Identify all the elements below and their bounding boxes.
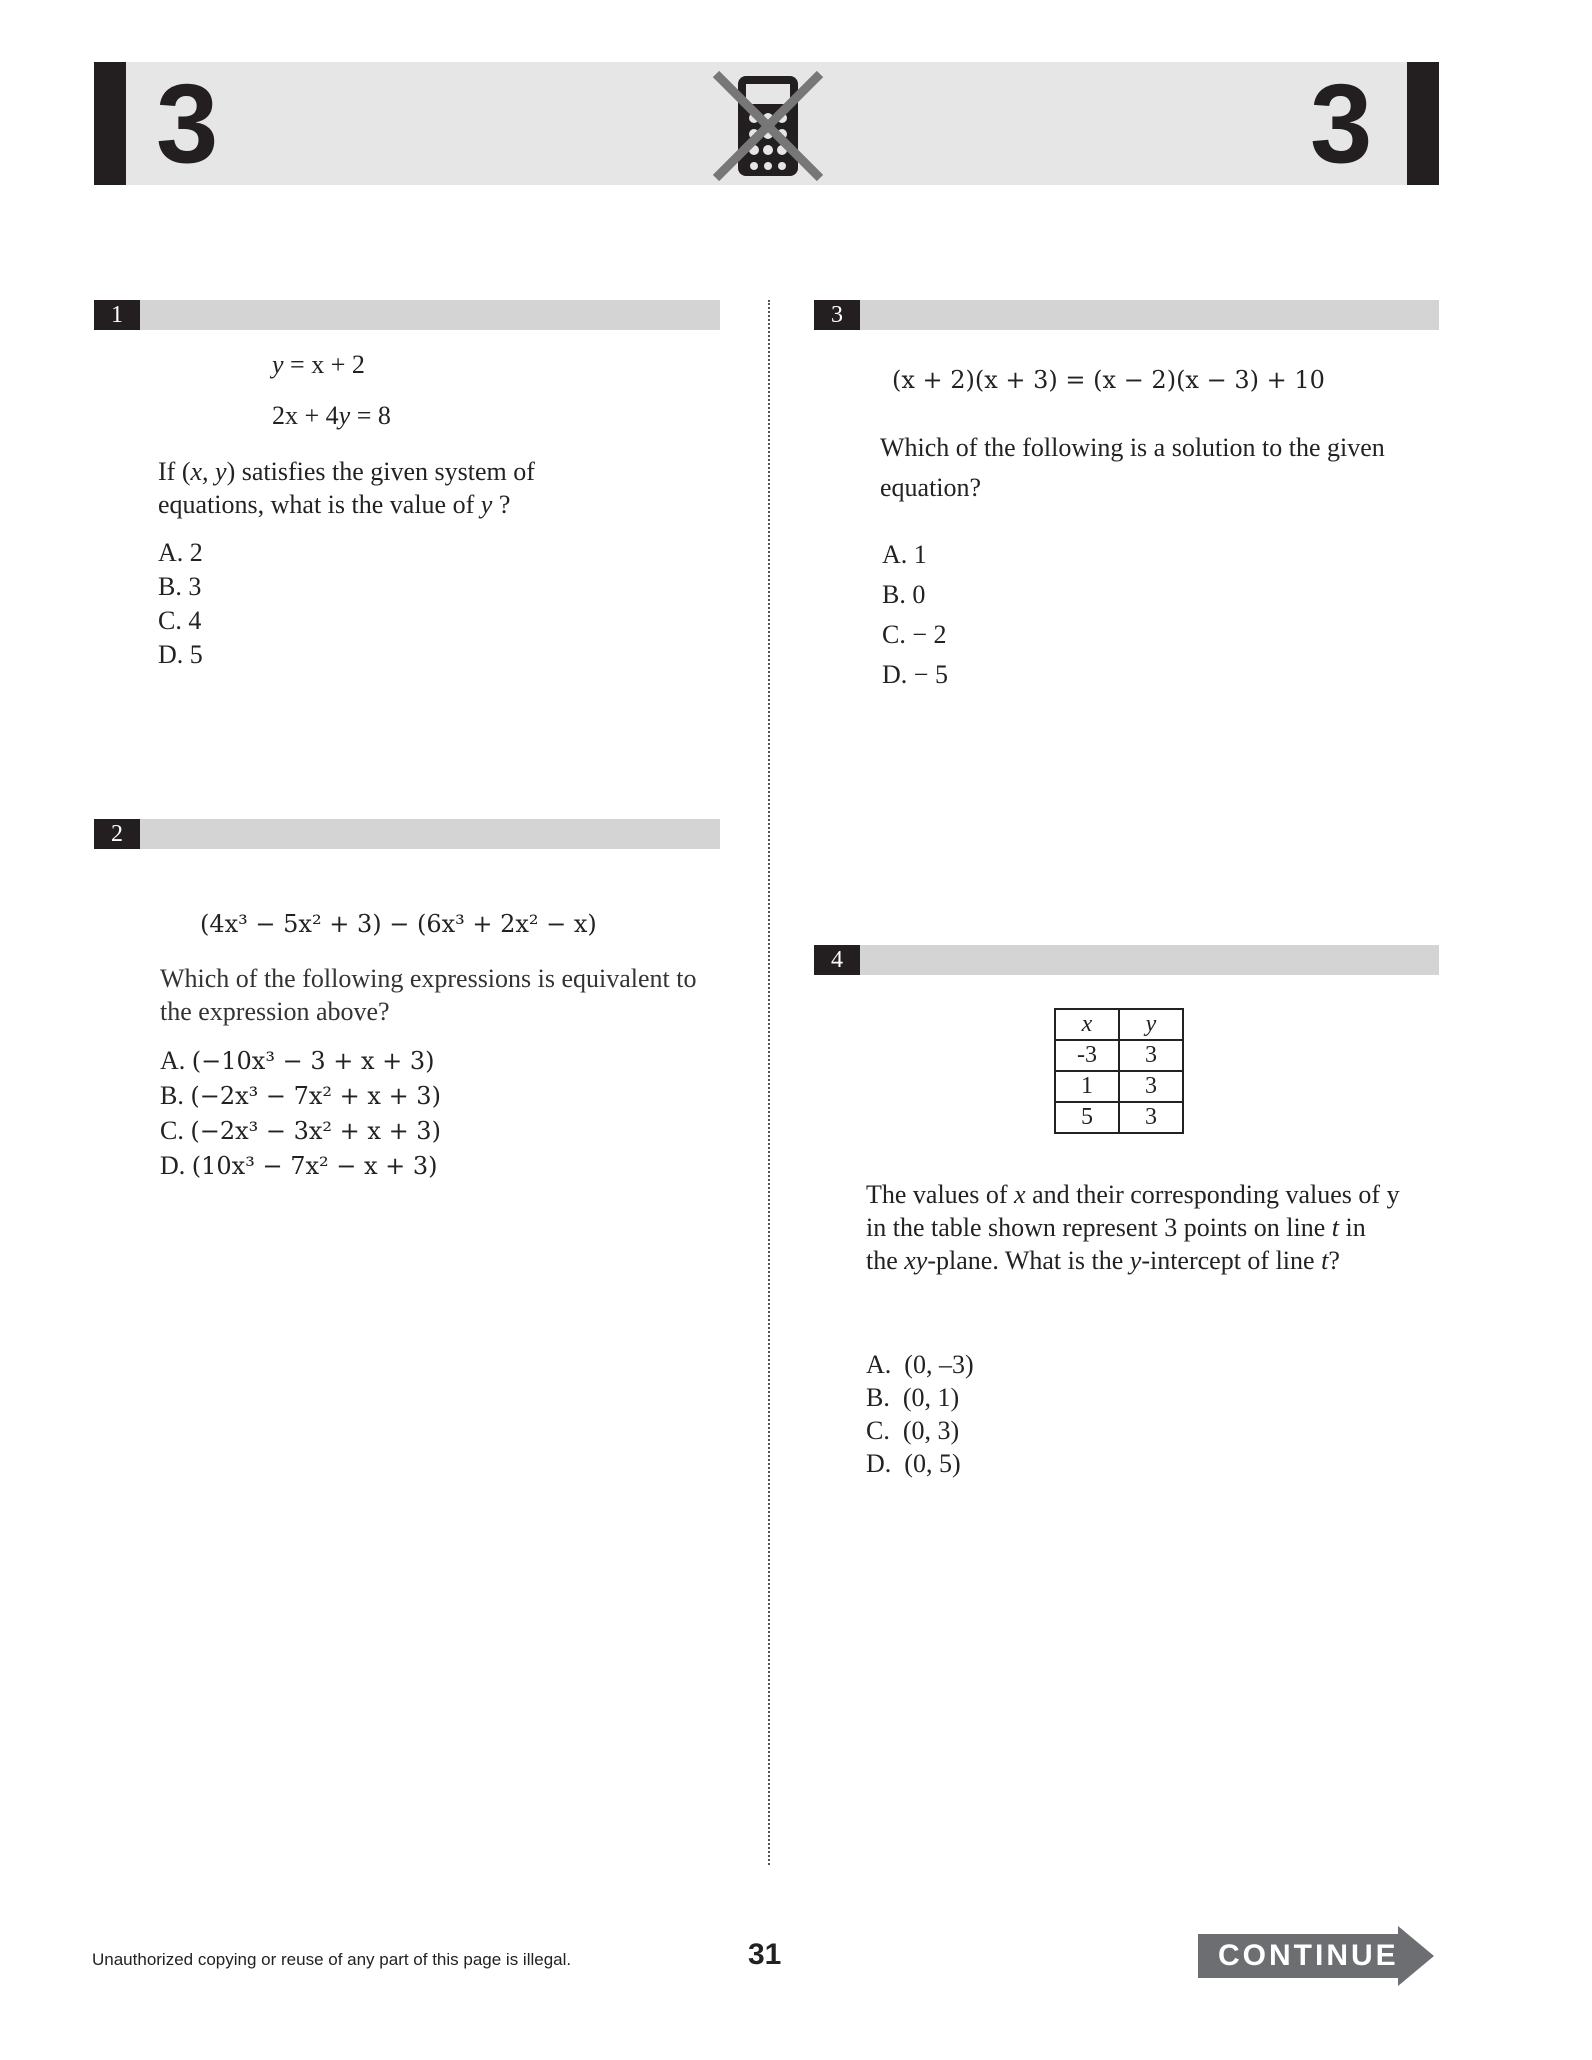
section-number-right: 3: [1310, 61, 1373, 186]
continue-label: CONTINUE: [1218, 1939, 1399, 1972]
prompt-text: -intercept of line: [1141, 1246, 1322, 1275]
table-cell: 5: [1055, 1102, 1119, 1133]
xy-values-table: [1054, 1008, 1184, 1134]
prompt-variable: y: [1129, 1246, 1142, 1275]
table-header-y: y: [1119, 1009, 1183, 1040]
choice-value: 4: [188, 606, 202, 635]
equation-2-lhs: 2x + 4: [272, 401, 339, 430]
choice-value: (−2x³ − 3x² + x + 3): [190, 1117, 441, 1145]
choice-letter: D.: [160, 1151, 186, 1180]
question-3-header-bar: [814, 300, 1439, 330]
choice-value: (0, 1): [902, 1383, 960, 1412]
prompt-text: -plane. What is the: [927, 1246, 1130, 1275]
choice-value: (0, –3): [904, 1350, 974, 1379]
table-cell: 1: [1055, 1071, 1119, 1102]
choice-letter: D.: [882, 660, 908, 689]
choice-letter: A.: [882, 540, 908, 569]
prompt-text: ) satisfies the given system of equations, what is the value of: [158, 457, 535, 519]
question-1-choice-b[interactable]: [158, 572, 201, 602]
choice-value: (10x³ − 7x² − x + 3): [191, 1152, 438, 1180]
prompt-text: The values of: [866, 1180, 1015, 1209]
choice-letter: C.: [866, 1416, 890, 1445]
question-1-choice-d[interactable]: [158, 640, 203, 670]
question-4-choice-d[interactable]: [866, 1449, 961, 1479]
prompt-variables: x, y: [190, 457, 227, 486]
table-row: [1055, 1102, 1183, 1133]
question-3-choice-b[interactable]: [882, 580, 925, 610]
header-bar-left: [94, 62, 126, 185]
choice-letter: C.: [882, 620, 906, 649]
question-2-prompt: Which of the following expressions is equivalent to the expression above?: [160, 964, 697, 1026]
choice-letter: B.: [882, 580, 906, 609]
table-row: [1055, 1040, 1183, 1071]
question-2-choice-d[interactable]: [160, 1151, 438, 1181]
choice-value: − 2: [912, 620, 947, 649]
section-number-left: 3: [156, 61, 219, 186]
choice-letter: C.: [160, 1116, 184, 1145]
question-4-choice-b[interactable]: [866, 1383, 959, 1413]
choice-letter: A.: [866, 1350, 892, 1379]
copyright-notice: Unauthorized copying or reuse of any part of this page is illegal.: [92, 1950, 572, 1969]
table-header-x: x: [1055, 1009, 1119, 1040]
prompt-text: ?: [492, 490, 511, 519]
question-3-equation: (x + 2)(x + 3) = (x − 2)(x − 3) + 10: [892, 366, 1325, 394]
choice-value: − 5: [913, 660, 948, 689]
choice-value: 1: [913, 540, 927, 569]
question-3-number: 3: [814, 300, 860, 330]
question-1-equation-1: [272, 350, 365, 380]
table-cell: 3: [1119, 1071, 1183, 1102]
table-cell: -3: [1055, 1040, 1119, 1071]
question-3-choice-a[interactable]: [882, 540, 927, 570]
question-1-choice-c[interactable]: [158, 606, 201, 636]
question-1-choice-a[interactable]: [158, 538, 203, 568]
prompt-variable: x: [1014, 1180, 1026, 1209]
choice-value: 3: [188, 572, 202, 601]
choice-value: (0, 3): [902, 1416, 960, 1445]
choice-letter: C.: [158, 606, 182, 635]
question-2-choice-a[interactable]: [160, 1046, 435, 1076]
question-4-choice-a[interactable]: [866, 1350, 974, 1380]
no-calculator-icon: [710, 68, 826, 184]
choice-letter: B.: [158, 572, 182, 601]
question-2-choice-b[interactable]: [160, 1081, 441, 1111]
question-3-prompt: Which of the following is a solution to the given equation?: [880, 433, 1385, 502]
question-2-header-bar: [94, 819, 720, 849]
question-2-number: 2: [94, 819, 140, 849]
choice-value: (0, 5): [904, 1449, 961, 1478]
choice-value: 5: [189, 640, 203, 669]
prompt-variable: y: [480, 490, 493, 519]
question-2-expression: (4x³ − 5x² + 3) − (6x³ + 2x² − x): [200, 910, 597, 938]
question-1-prompt: [158, 455, 598, 521]
prompt-variable: xy: [904, 1246, 928, 1275]
choice-letter: A.: [160, 1046, 186, 1075]
table-cell: 3: [1119, 1102, 1183, 1133]
question-3-choice-c[interactable]: [882, 620, 947, 650]
question-1-header-bar: [94, 300, 720, 330]
choice-letter: A.: [158, 538, 184, 567]
choice-value: 2: [189, 538, 203, 567]
table-row: [1055, 1071, 1183, 1102]
page-number: 31: [748, 1938, 782, 1971]
prompt-variable: t: [1331, 1213, 1339, 1242]
table-cell: 3: [1119, 1040, 1183, 1071]
header-bar-right: [1407, 62, 1439, 185]
question-2-choice-c[interactable]: [160, 1116, 441, 1146]
table-header-row: [1055, 1009, 1183, 1040]
question-1-number: 1: [94, 300, 140, 330]
choice-value: (−10x³ − 3 + x + 3): [191, 1047, 435, 1075]
prompt-text: in the: [866, 1213, 1366, 1275]
equation-2-rest: = 8: [350, 401, 391, 430]
question-1-equation-2: [272, 401, 391, 431]
question-4-choice-c[interactable]: [866, 1416, 959, 1446]
choice-letter: D.: [158, 640, 184, 669]
question-4-number: 4: [814, 945, 860, 975]
equation-1-rest: = x + 2: [283, 350, 365, 379]
prompt-text: If (: [158, 457, 191, 486]
prompt-variable: t: [1321, 1246, 1329, 1275]
variable-y: y: [338, 401, 351, 430]
prompt-text: ?: [1328, 1246, 1340, 1275]
choice-letter: D.: [866, 1449, 892, 1478]
choice-letter: B.: [866, 1383, 890, 1412]
choice-value: (−2x³ − 7x² + x + 3): [190, 1082, 441, 1110]
choice-letter: B.: [160, 1081, 184, 1110]
choice-value: 0: [912, 580, 926, 609]
variable-y: y: [272, 350, 284, 379]
question-3-choice-d[interactable]: [882, 660, 948, 690]
question-4-prompt: [866, 1178, 1402, 1277]
column-divider: [768, 300, 770, 1865]
question-4-header-bar: [814, 945, 1439, 975]
prompt-text: and their corresponding values of y in the table shown represent 3 points on line: [866, 1180, 1400, 1242]
